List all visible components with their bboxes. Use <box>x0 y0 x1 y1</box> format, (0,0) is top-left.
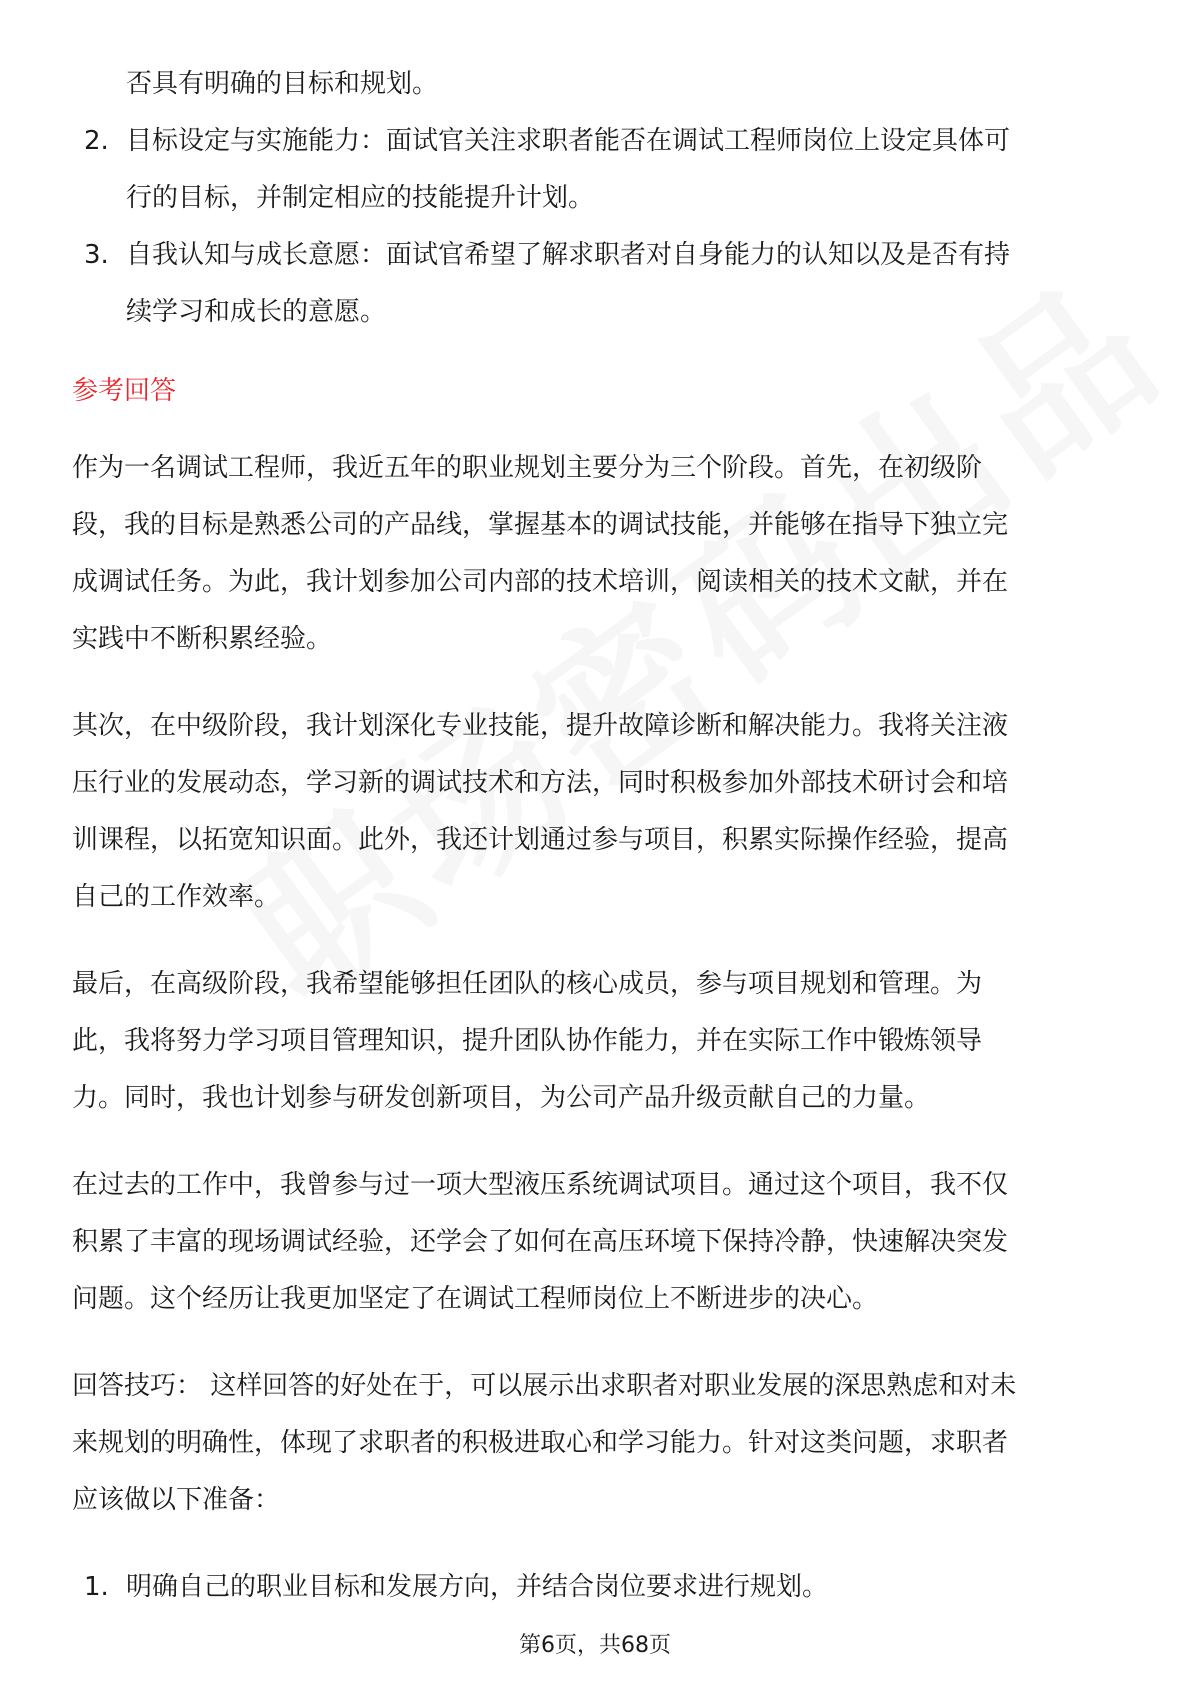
list-item-number: 2. <box>84 126 109 156</box>
paragraph-line: 最后，在高级阶段，我希望能够担任团队的核心成员，参与项目规划和管理。为 <box>72 969 983 999</box>
paragraph-line: 在过去的工作中，我曾参与过一项大型液压系统调试项目。通过这个项目，我不仅 <box>72 1170 1009 1200</box>
paragraph-line: 成调试任务。为此，我计划参加公司内部的技术培训，阅读相关的技术文献，并在 <box>72 567 1009 597</box>
answer-tips-paragraph <box>72 1358 1122 1529</box>
list-item-text-line: 行的目标，并制定相应的技能提升计划。 <box>126 183 595 213</box>
paragraph-line: 其次，在中级阶段，我计划深化专业技能，提升故障诊断和解决能力。我将关注液 <box>72 711 1009 741</box>
list-item-continuation: 否具有明确的目标和规划。 <box>126 69 439 99</box>
answer-paragraph <box>72 440 1122 668</box>
paragraph-line: 力。同时，我也计划参与研发创新项目，为公司产品升级贡献自己的力量。 <box>72 1083 931 1113</box>
paragraph-line: 实践中不断积累经验。 <box>72 624 333 654</box>
paragraph-line: 应该做以下准备： <box>72 1485 281 1515</box>
list-item-number: 3. <box>84 240 109 270</box>
list-item-text-line: 续学习和成长的意愿。 <box>126 297 387 327</box>
list-item-text-line: 自我认知与成长意愿：面试官希望了解求职者对自身能力的认知以及是否有持 <box>126 240 1011 270</box>
paragraph-line: 压行业的发展动态，学习新的调试技术和方法，同时积极参加外部技术研讨会和培 <box>72 768 1009 798</box>
list-item <box>72 113 1122 227</box>
paragraph-line: 积累了丰富的现场调试经验，还学会了如何在高压环境下保持冷静，快速解决突发 <box>72 1227 1009 1257</box>
page-number: 第6页，共68页 <box>519 1633 671 1658</box>
list-item-text-line: 明确自己的职业目标和发展方向，并结合岗位要求进行规划。 <box>126 1572 829 1602</box>
section-heading: 参考回答 <box>72 376 177 406</box>
paragraph-line: 自己的工作效率。 <box>72 882 281 912</box>
paragraph-line: 训课程，以拓宽知识面。此外，我还计划通过参与项目，积累实际操作经验，提高 <box>72 825 1009 855</box>
criteria-list <box>72 56 1122 341</box>
paragraph-line: 问题。这个经历让我更加坚定了在调试工程师岗位上不断进步的决心。 <box>72 1284 879 1314</box>
list-item-number: 1. <box>84 1572 109 1602</box>
paragraph-line: 此，我将努力学习项目管理知识，提升团队协作能力，并在实际工作中锻炼领导 <box>72 1026 983 1056</box>
list-item <box>72 227 1122 341</box>
page-content <box>72 56 1122 1616</box>
answer-paragraph <box>72 1157 1122 1328</box>
preparation-list <box>72 1559 1122 1616</box>
answer-paragraph <box>72 698 1122 926</box>
paragraph-line: 作为一名调试工程师，我近五年的职业规划主要分为三个阶段。首先，在初级阶 <box>72 453 983 483</box>
paragraph-line: 段，我的目标是熟悉公司的产品线，掌握基本的调试技能，并能够在指导下独立完 <box>72 510 1009 540</box>
list-item-text-line: 目标设定与实施能力：面试官关注求职者能否在调试工程师岗位上设定具体可 <box>126 126 1011 156</box>
list-item <box>72 1559 1122 1616</box>
paragraph-line: 来规划的明确性，体现了求职者的积极进取心和学习能力。针对这类问题，求职者 <box>72 1428 1009 1458</box>
paragraph-line: 回答技巧： 这样回答的好处在于，可以展示出求职者对职业发展的深思熟虑和对未 <box>72 1371 1017 1401</box>
answer-body <box>72 440 1122 1529</box>
answer-paragraph <box>72 956 1122 1127</box>
